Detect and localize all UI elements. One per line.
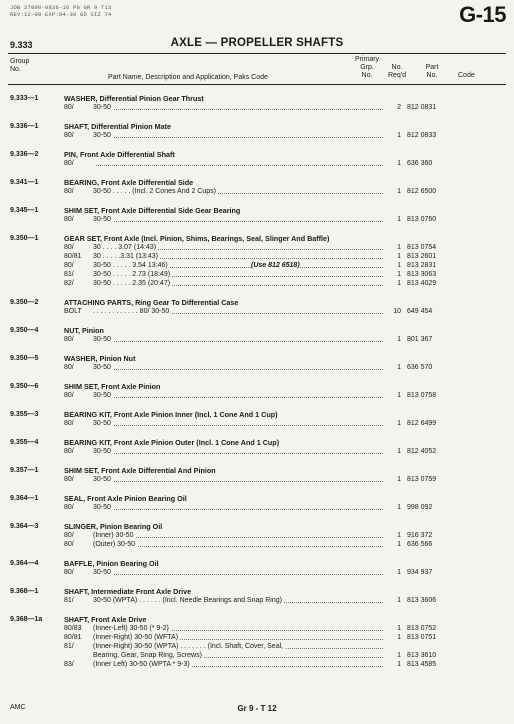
group-number: 9.350—5: [10, 355, 39, 362]
part-entry-line: [0, 419, 514, 428]
model-year: 81/: [64, 597, 74, 604]
quantity-required: 1: [397, 160, 401, 167]
quantity-required: 1: [397, 392, 401, 399]
superseded-note: (Use 812 6518): [251, 262, 300, 269]
model-year: 80/: [64, 160, 74, 167]
header-part-no: [418, 64, 446, 80]
header-req-line-1: No.: [391, 64, 403, 71]
description-text: 30-50 . . . . . (Incl. 2 Cones And 2 Cups): [93, 188, 216, 195]
group-number: 9.350—4: [10, 327, 39, 334]
part-description: [93, 660, 383, 669]
part-name: SLINGER, Pinion Bearing Oil: [64, 522, 163, 531]
part-number: 636 360: [407, 160, 433, 167]
part-description: [93, 568, 383, 577]
part-number: 813 3610: [407, 652, 437, 659]
job-header-line-1: JOB 27000-0836-16 PG GR 9 T13: [10, 4, 112, 11]
header-primary-line-1: Primary: [354, 56, 380, 63]
header-group-line-1: Group: [10, 58, 30, 65]
part-entry-title: [0, 326, 514, 335]
model-year: 80/: [64, 541, 74, 548]
part-entry-line: [0, 187, 514, 196]
model-year: 80/: [64, 216, 74, 223]
part-entry-title: [0, 122, 514, 131]
quantity-required: 1: [397, 532, 401, 539]
quantity-required: 1: [397, 132, 401, 139]
part-name: WASHER, Differential Pinion Gear Thrust: [64, 94, 204, 103]
part-description: [93, 252, 383, 261]
description-text: [93, 160, 95, 167]
part-name: SEAL, Front Axle Pinion Bearing Oil: [64, 494, 187, 503]
quantity-required: 1: [397, 262, 401, 269]
part-description: [93, 243, 383, 252]
part-description: [93, 159, 383, 168]
part-number: 812 4052: [407, 448, 437, 455]
quantity-required: 1: [397, 420, 401, 427]
header-group-line-2: No.: [10, 66, 21, 73]
quantity-required: 1: [397, 216, 401, 223]
group-number: 9.350—1: [10, 235, 39, 242]
quantity-required: 10: [393, 308, 401, 315]
description-text: 30-50: [93, 448, 111, 455]
quantity-required: 1: [397, 541, 401, 548]
part-entry-title: [0, 354, 514, 363]
model-year: 80/: [64, 569, 74, 576]
group-number: 9.350—2: [10, 299, 39, 306]
part-number: 813 0751: [407, 634, 437, 641]
part-description: [93, 187, 383, 196]
group-number: 9.345—1: [10, 207, 39, 214]
group-number: 9.364—4: [10, 560, 39, 567]
part-name: BEARING KIT, Front Axle Pinion Inner (Incl. 1 Cone And 1 Cup): [64, 410, 278, 419]
model-year: 80/: [64, 448, 74, 455]
description-text: 30 . . . . 3.07 (14:43): [93, 244, 157, 251]
model-year: 80/: [64, 336, 74, 343]
model-year: 80/: [64, 244, 74, 251]
group-number: 9.341—1: [10, 179, 39, 186]
part-entry-title: [0, 178, 514, 187]
model-year: BOLT: [64, 308, 82, 315]
quantity-required: 1: [397, 634, 401, 641]
quantity-required: 1: [397, 569, 401, 576]
part-entry-line: [0, 261, 514, 270]
part-number: 916 372: [407, 532, 433, 539]
description-text: 30-50 . . . . . 3.54 13:46): [93, 262, 168, 269]
part-number: 813 0752: [407, 625, 437, 632]
description-text: . . . . . . . . . . . . 80/ 30-50: [93, 308, 170, 315]
part-entry-line: [0, 540, 514, 549]
description-text: 30-50: [93, 216, 111, 223]
model-year: 81/: [64, 271, 74, 278]
description-text: 30-50: [93, 104, 111, 111]
model-year: 80/: [64, 532, 74, 539]
part-entry-line: [0, 633, 514, 642]
job-header-line-2: REV:12-09 EXP:04-30 GD SIZ 74: [10, 11, 112, 18]
part-entry-title: [0, 438, 514, 447]
group-number: 9.336—2: [10, 151, 39, 158]
header-primary-line-3: No.: [361, 72, 373, 79]
description-text: (Inner-Left) 30-50 (* 9-2): [93, 625, 169, 632]
model-year: 80/81: [64, 634, 82, 641]
quantity-required: 1: [397, 280, 401, 287]
part-entry-title: [0, 466, 514, 475]
model-year: 80/: [64, 262, 74, 269]
part-name: PIN, Front Axle Differential Shaft: [64, 150, 175, 159]
group-number: 9.357—1: [10, 467, 39, 474]
part-description: [93, 363, 383, 372]
part-entry-title: [0, 234, 514, 243]
part-description: [93, 531, 383, 540]
part-entry-line: [0, 215, 514, 224]
part-entry-line: [0, 391, 514, 400]
part-name: SHAFT, Front Axle Drive: [64, 615, 147, 624]
description-text: Bearing, Gear, Snap Ring, Screws): [93, 652, 202, 659]
part-number: 812 0831: [407, 104, 437, 111]
part-number: 649 454: [407, 308, 433, 315]
group-number: 9.333—1: [10, 95, 39, 102]
description-text: 30 . . . . .3.31 (13:43): [93, 253, 158, 260]
part-number: 812 6500: [407, 188, 437, 195]
header-rule-bottom: [8, 84, 506, 85]
job-header: [10, 4, 112, 18]
part-entry-line: [0, 335, 514, 344]
part-number: 812 0833: [407, 132, 437, 139]
part-entry-title: [0, 298, 514, 307]
part-entry-title: [0, 206, 514, 215]
part-name: SHAFT, Differential Pinion Mate: [64, 122, 172, 131]
part-description: [93, 270, 383, 279]
header-rule-top: [8, 53, 506, 54]
description-text: (Inner Left) 30-50 (WPTA * 9-3): [93, 661, 190, 668]
footer-page-ref: Gr 9 - T 12: [237, 704, 277, 713]
part-entry-title: [0, 150, 514, 159]
model-year: 80/: [64, 504, 74, 511]
part-number: 813 4585: [407, 661, 437, 668]
part-entry-line: [0, 651, 514, 660]
model-year: 80/: [64, 476, 74, 483]
part-entry-title: [0, 94, 514, 103]
description-text: 30-50 . . . . . 2.35 (20:47): [93, 280, 171, 287]
part-entry-line: [0, 252, 514, 261]
header-req: [386, 64, 408, 80]
part-number: 636 566: [407, 541, 433, 548]
part-number: 813 4029: [407, 280, 437, 287]
part-number: 813 0754: [407, 244, 437, 251]
model-year: 80/: [64, 364, 74, 371]
part-description: [93, 475, 383, 484]
description-text: 30-50: [93, 364, 111, 371]
description-text: (Inner) 30-50: [93, 532, 134, 539]
group-number: 9.355—4: [10, 439, 39, 446]
quantity-required: 1: [397, 244, 401, 251]
part-description: [93, 596, 383, 605]
part-number: 813 0760: [407, 216, 437, 223]
part-entry-line: [0, 447, 514, 456]
part-entry-line: [0, 131, 514, 140]
part-name: ATTACHING PARTS, Ring Gear To Differential Case: [64, 298, 239, 307]
part-number: 636 570: [407, 364, 433, 371]
group-number: 9.364—3: [10, 523, 39, 530]
quantity-required: 1: [397, 652, 401, 659]
quantity-required: 1: [397, 188, 401, 195]
part-entry-line: [0, 279, 514, 288]
header-group: [10, 58, 29, 74]
part-entry-line: [0, 531, 514, 540]
part-name: NUT, Pinion: [64, 326, 104, 335]
group-number: 9.364—1: [10, 495, 39, 502]
description-text: (Inner-Right) 30-50 (WFTA): [93, 634, 179, 641]
description-text: 30-50: [93, 336, 111, 343]
description-text: 30-50: [93, 504, 111, 511]
part-number: 813 3063: [407, 271, 437, 278]
part-number: 813 3606: [407, 597, 437, 604]
part-name: SHIM SET, Front Axle Differential Side Gear Bearing: [64, 206, 241, 215]
part-entry-line: [0, 596, 514, 605]
part-name: BAFFLE, Pinion Bearing Oil: [64, 559, 159, 568]
part-description: [93, 651, 383, 660]
part-number: 998 092: [407, 504, 433, 511]
part-name: SHAFT, Intermediate Front Axle Drive: [64, 587, 192, 596]
part-entry-title: [0, 615, 514, 624]
quantity-required: 1: [397, 253, 401, 260]
part-description: [93, 540, 383, 549]
part-number: 813 2601: [407, 253, 437, 260]
part-entry-line: [0, 243, 514, 252]
header-part-no-line-1: Part: [425, 64, 439, 71]
part-description: [93, 335, 383, 344]
quantity-required: 1: [397, 448, 401, 455]
quantity-required: 2: [397, 104, 401, 111]
part-entry-line: [0, 642, 514, 651]
header-code: Code: [458, 72, 475, 79]
part-description: [93, 642, 383, 651]
part-number: 801 367: [407, 336, 433, 343]
part-entry-line: [0, 307, 514, 316]
part-entry-line: [0, 503, 514, 512]
part-entry-title: [0, 410, 514, 419]
part-entry-title: [0, 587, 514, 596]
quantity-required: 1: [397, 364, 401, 371]
part-name: WASHER, Pinion Nut: [64, 354, 136, 363]
header-req-line-2: Req'd: [387, 72, 407, 79]
part-entry-line: [0, 660, 514, 669]
quantity-required: 1: [397, 597, 401, 604]
description-text: 30-50 . . . . . 2.73 (18:49): [93, 271, 171, 278]
description-text: 30-50: [93, 132, 111, 139]
group-number: 9.368—1: [10, 588, 39, 595]
quantity-required: 1: [397, 661, 401, 668]
part-description: [93, 624, 383, 633]
part-name: SHIM SET, Front Axle Differential And Pinion: [64, 466, 216, 475]
header-part-name: Part Name, Description and Application, Paks Code: [108, 74, 268, 81]
description-text: 30-50: [93, 392, 111, 399]
part-description: [93, 261, 383, 270]
part-description: [93, 633, 383, 642]
part-entry-line: [0, 270, 514, 279]
model-year: 80/: [64, 132, 74, 139]
part-entry-line: [0, 363, 514, 372]
quantity-required: 1: [397, 504, 401, 511]
description-text: (Inner-Right) 30-50 (WPTA) . . . . . . . (Incl. Shaft, Cover, Seal,: [93, 643, 284, 650]
model-year: 82/: [64, 280, 74, 287]
group-number: 9.336—1: [10, 123, 39, 130]
quantity-required: 1: [397, 336, 401, 343]
part-description: [93, 279, 383, 288]
part-name: BEARING, Front Axle Differential Side: [64, 178, 194, 187]
description-text: 30-50 (WPTA) . . . . . . (Incl. Needle Bearings and Snap Ring): [93, 597, 282, 604]
quantity-required: 1: [397, 476, 401, 483]
header-primary-line-2: Grp.: [360, 64, 374, 71]
footer-brand: AMC: [10, 704, 26, 711]
part-number: 813 0758: [407, 392, 437, 399]
model-year: 80/: [64, 104, 74, 111]
model-year: 80/: [64, 188, 74, 195]
part-name: BEARING KIT, Front Axle Pinion Outer (Incl. 1 Cone And 1 Cup): [64, 438, 280, 447]
header-primary: [350, 56, 384, 80]
part-number: 934 937: [407, 569, 433, 576]
quantity-required: 1: [397, 271, 401, 278]
group-number: 9.350—6: [10, 383, 39, 390]
part-description: [93, 103, 383, 112]
part-name: SHIM SET, Front Axle Pinion: [64, 382, 161, 391]
part-number: 813 2831: [407, 262, 437, 269]
part-description: [93, 419, 383, 428]
part-description: [93, 447, 383, 456]
part-description: [93, 503, 383, 512]
description-text: 30-50: [93, 569, 111, 576]
part-number: 812 6499: [407, 420, 437, 427]
model-year: 80/: [64, 420, 74, 427]
part-entry-title: [0, 382, 514, 391]
model-year: 80/: [64, 392, 74, 399]
page-id: G-15: [459, 2, 506, 27]
part-name: GEAR SET, Front Axle (Incl. Pinion, Shims, Bearings, Seal, Slinger And Baffle): [64, 234, 330, 243]
part-entry-title: [0, 559, 514, 568]
part-number: 813 0759: [407, 476, 437, 483]
model-year: 83/: [64, 661, 74, 668]
description-text: 30-50: [93, 420, 111, 427]
description-text: (Outer) 30-50: [93, 541, 136, 548]
part-description: [93, 391, 383, 400]
part-description: [93, 307, 383, 316]
page-title: AXLE — PROPELLER SHAFTS: [170, 37, 344, 49]
part-entry-line: [0, 475, 514, 484]
part-entry-line: [0, 568, 514, 577]
part-entry-title: [0, 494, 514, 503]
model-year: 80/81: [64, 253, 82, 260]
quantity-required: 1: [397, 625, 401, 632]
model-year: 80/83: [64, 625, 82, 632]
part-entry-title: [0, 522, 514, 531]
section-number: 9.333: [10, 40, 33, 50]
part-description: [93, 215, 383, 224]
group-number: 9.355—3: [10, 411, 39, 418]
part-description: [93, 131, 383, 140]
part-entry-line: [0, 103, 514, 112]
model-year: 81/: [64, 643, 74, 650]
group-number: 9.368—1a: [10, 616, 43, 623]
description-text: 30-50: [93, 476, 111, 483]
part-entry-line: [0, 624, 514, 633]
header-part-no-line-2: No.: [426, 72, 438, 79]
part-entry-line: [0, 159, 514, 168]
